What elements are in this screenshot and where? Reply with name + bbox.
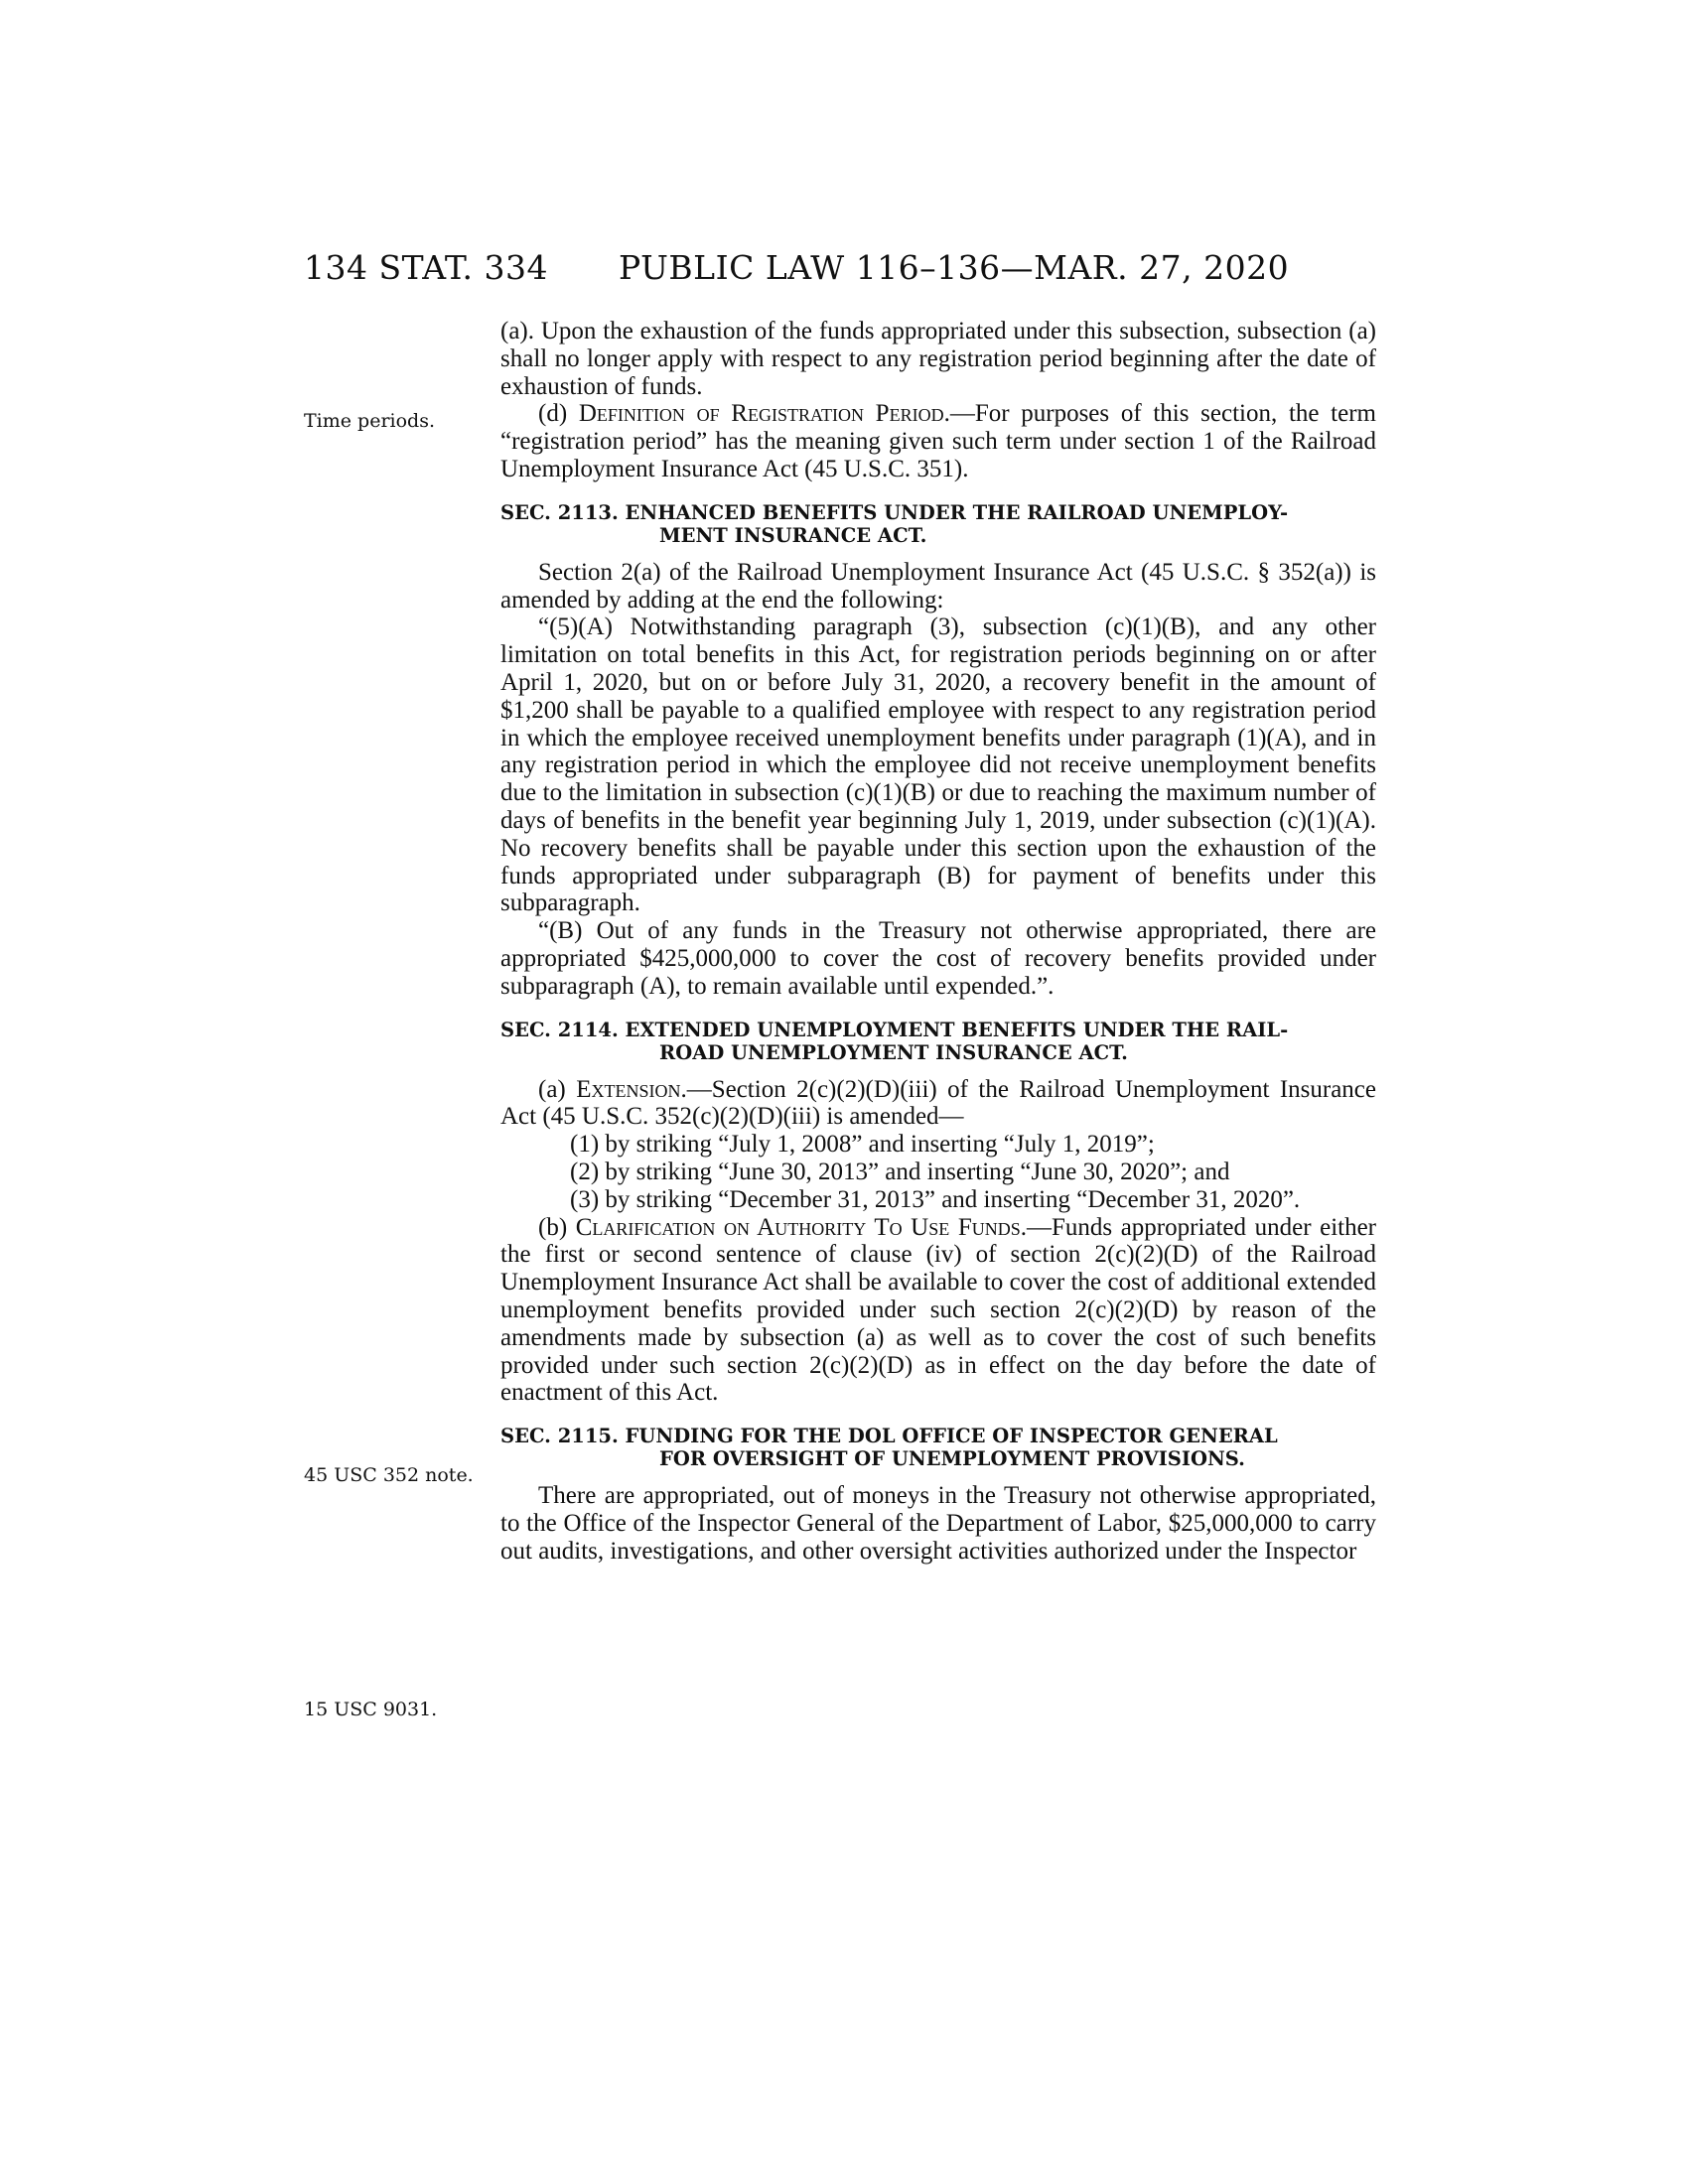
statute-page-reference: 134 STAT. 334 [304, 248, 548, 287]
margin-note-15-usc-9031: 15 USC 9031. [304, 1699, 438, 1720]
section-2113-text: Section 2(a) of the Railroad Unemployment Insurance Act (45 U.S.C. § 352(a)) is amended by adding at the end the following: [500, 558, 1376, 614]
section-heading-line: SEC. 2114. EXTENDED UNEMPLOYMENT BENEFITS UNDER THE RAIL- [500, 1018, 1289, 1041]
running-title: PUBLIC LAW 116–136—MAR. 27, 2020 [619, 248, 1290, 287]
paragraph-5a: “(5)(A) Notwithstanding paragraph (3), subsection (c)(1)(B), and any other limitation on total benefits in this Act, for registration periods beginning on or after April 1, 2020, but on or before July 31, 2020, a recovery benefit in the amount of $1,200 shall be payable to a qualified employee with respect to any registration period in which the employee received unemployment benefits under paragraph (1)(A), and in any registration period in which the employee did not receive unemployment benefits due to the limitation in subsection (c)(1)(B) or due to reaching the maximum number of days of benefits in the benefit year beginning July 1, 2019, under subsection (c)(1)(A). No recovery benefits shall be payable under this section upon the exhaustion of the funds appropriated under subparagraph (B) for payment of benefits under this subparagraph. [500, 614, 1376, 917]
section-heading-line: SEC. 2115. FUNDING FOR THE DOL OFFICE OF INSPECTOR GENERAL [500, 1425, 1278, 1448]
amendment-item-2: (2) by striking “June 30, 2013” and inserting “June 30, 2020”; and [570, 1158, 1230, 1185]
amendment-item-1: (1) by striking “July 1, 2008” and inserting “July 1, 2019”; [570, 1131, 1155, 1159]
section-heading-line: FOR OVERSIGHT OF UNEMPLOYMENT PROVISIONS. [659, 1447, 1245, 1471]
section-2115-heading [500, 1425, 1376, 1470]
subsection-heading: Definition of Registration Period [578, 400, 944, 428]
section-2113-heading [500, 501, 1376, 547]
margin-note-45-usc-352: 45 USC 352 note. [304, 1464, 474, 1486]
amendment-item-3: (3) by striking “December 31, 2013” and inserting “December 31, 2020”. [570, 1185, 1301, 1213]
subsection-heading: Extension [576, 1075, 681, 1103]
subsection-d-definition [500, 400, 1376, 482]
statute-body [500, 318, 1376, 1565]
subsection-text: .—Section 2(c)(2)(D)(iii) of the Railroad Unemployment Insurance Act (45 U.S.C. 352(c)(2)(D)(iii) is amended— [500, 1075, 1377, 1131]
section-2115-text: There are appropriated, out of moneys in the Treasury not otherwise appropriated, to the Office of the Inspector General of the Department of Labor, $25,000,000 to carry out audits, investigations, and other oversight activities authorized under the Inspector [500, 1482, 1376, 1565]
subsection-b-clarification [500, 1214, 1376, 1408]
subsection-number: (a) [538, 1075, 577, 1103]
subsection-text: .—For purposes of this section, the term “registration period” has the meaning given such term under section 1 of the Railroad Unemployment Insurance Act (45 U.S.C. 351). [500, 400, 1377, 482]
section-heading-line: SEC. 2113. ENHANCED BENEFITS UNDER THE RAILROAD UNEMPLOY- [500, 500, 1289, 524]
subsection-a-extension [500, 1076, 1376, 1132]
section-heading-line: ROAD UNEMPLOYMENT INSURANCE ACT. [659, 1040, 1128, 1064]
paragraph-continuation: (a). Upon the exhaustion of the funds appropriated under this subsection, subsection (a) shall no longer apply with respect to any registration period beginning after the date of exhaustion of funds. [500, 318, 1376, 400]
margin-note-time-periods: Time periods. [304, 410, 436, 432]
subsection-text: .—Funds appropriated under either the first or second sentence of clause (iv) of section 2(c)(2)(D) of the Railroad Unemployment Insurance Act shall be available to cover the cost of additional extended unemployment benefits provided under such section 2(c)(2)(D) by reason of the amendments made by subsection (a) as well as to cover the cost of such benefits provided under such section 2(c)(2)(D) as in effect on the day before the date of enactment of this Act. [500, 1213, 1377, 1407]
subsection-number: (d) [538, 400, 579, 428]
subsection-heading: Clarification on Authority To Use Funds [575, 1213, 1021, 1241]
paragraph-5b: “(B) Out of any funds in the Treasury not otherwise appropriated, there are appropriated $425,000,000 to cover the cost of recovery benefits provided under subparagraph (A), to remain available until expended.”. [500, 917, 1376, 1000]
section-2114-heading [500, 1019, 1376, 1064]
section-heading-line: MENT INSURANCE ACT. [659, 523, 927, 547]
subsection-number: (b) [538, 1213, 576, 1241]
